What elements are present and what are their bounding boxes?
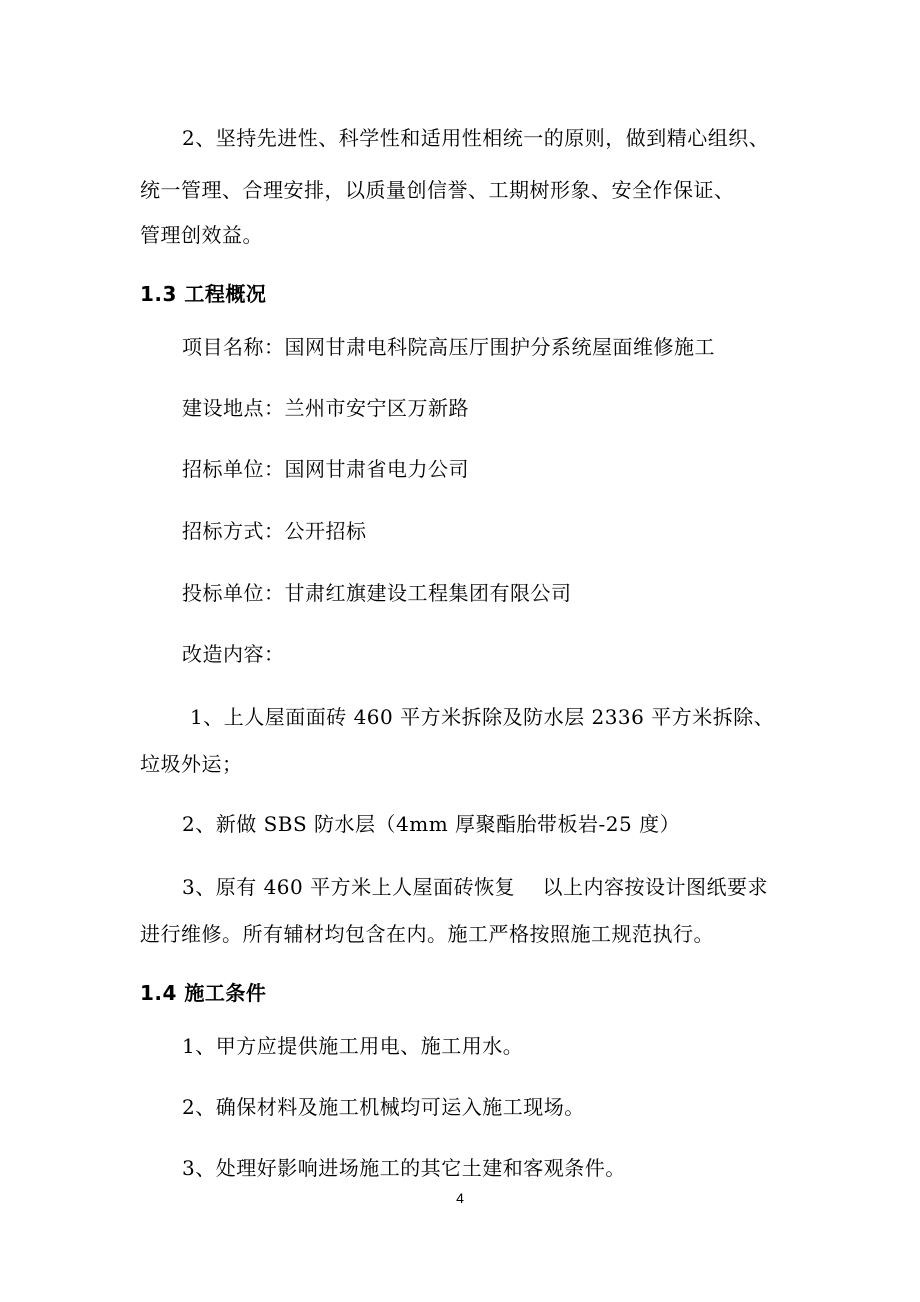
section-1-3-heading: 1.3 工程概况	[140, 282, 267, 306]
renovation-item-3-line-1: 3、原有 460 平方米上人屋面砖恢复 以上内容按设计图纸要求	[182, 875, 768, 899]
principle-line-2: 统一管理、合理安排，以质量创信誉、工期树形象、安全作保证、	[140, 178, 735, 202]
principle-line-3: 管理创效益。	[140, 223, 263, 247]
tender-method: 招标方式：公开招标	[182, 519, 367, 543]
construction-location: 建设地点：兰州市安宁区万新路	[182, 396, 469, 420]
renovation-item-1-line-1: 1、上人屋面面砖 460 平方米拆除及防水层 2336 平方米拆除、	[190, 705, 775, 729]
condition-1: 1、甲方应提供施工用电、施工用水。	[182, 1034, 524, 1058]
condition-2: 2、确保材料及施工机械均可运入施工现场。	[182, 1095, 585, 1119]
tender-unit: 招标单位：国网甘肃省电力公司	[182, 457, 469, 481]
principle-line-1: 2、坚持先进性、科学性和适用性相统一的原则，做到精心组织、	[182, 126, 770, 150]
renovation-item-3-line-2: 进行维修。所有辅材均包含在内。施工严格按照施工规范执行。	[140, 922, 714, 946]
page-number: 4	[456, 1190, 464, 1206]
section-1-4-heading: 1.4 施工条件	[140, 981, 267, 1005]
renovation-label: 改造内容：	[182, 642, 285, 666]
renovation-item-2: 2、新做 SBS 防水层（4mm 厚聚酯胎带板岩-25 度）	[182, 812, 681, 836]
project-name: 项目名称：国网甘肃电科院高压厅围护分系统屋面维修施工	[182, 335, 715, 359]
condition-3: 3、处理好影响进场施工的其它土建和客观条件。	[182, 1156, 626, 1180]
renovation-item-1-line-2: 垃圾外运；	[140, 752, 243, 776]
bidder-unit: 投标单位：甘肃红旗建设工程集团有限公司	[182, 581, 572, 605]
